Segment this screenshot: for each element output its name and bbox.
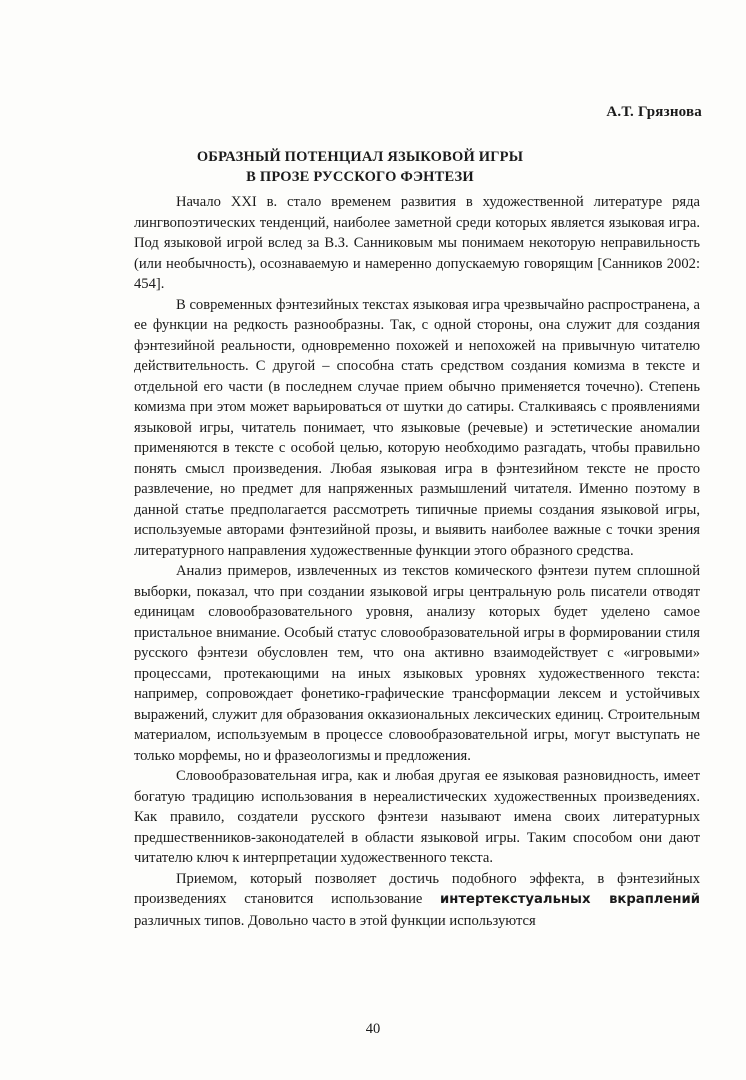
- paragraph-5-emphasis: интертекстуальных вкраплений: [440, 892, 701, 907]
- paragraph-3: Анализ примеров, извлеченных из текстов комического фэнтези путем сплошной выборки, показал, что при создании языковой игры центральную роль писатели отводят единицам словообразовательного уровня, анализу которых будет уделено самое пристальное внимание. Особый статус словообразовательной игры в формировании стиля русского фэнтези обусловлен тем, что она активно взаимодействует с «игровыми» процессами, протекающими на иных языковых уровнях художественного текста: например, сопровождает фонетико-графические трансформации лексем и устойчивых выражений, служит для образования окказиональных лексических единиц. Строительным материалом, используемым в процессе словообразовательной игры, могут выступать не только морфемы, но и фразеологизмы и предложения.: [134, 563, 700, 764]
- paragraph-1: Начало XXI в. стало временем развития в художественной литературе ряда лингвопоэтических тенденций, наиболее заметной среди которых является языковая игра. Под языковой игрой вслед за В.З. Санниковым мы понимаем некоторую неправильность (или необычность), осознаваемую и намеренно допускаемую говорящим [Санников 2002: 454].: [134, 194, 700, 292]
- article-body: [134, 192, 700, 931]
- paragraph-5-end: различных типов. Довольно часто в этой функции используются: [134, 912, 536, 929]
- paragraph-5-start: Приемом, который позволяет достичь подобного эффекта, в фэнтезийных произведениях становится использование: [134, 870, 700, 907]
- page-number: 40: [365, 1021, 381, 1037]
- paragraph-5: [134, 869, 700, 932]
- paragraph-2: В современных фэнтезийных текстах языковая игра чрезвычайно распространена, а ее функции на редкость разнообразны. Так, с одной стороны, она служит для создания фэнтезийной реальности, одновременно похожей и непохожей на привычную читателю действительность. С другой – способна стать средством создания комизма в тексте и отдельной его части (в последнем случае прием обычно применяется точечно). Степень комизма при этом может варьироваться от шутки до сатиры. Сталкиваясь с проявлениями языковой игры, читатель понимает, что языковые (речевые) и эстетические аномалии применяются в тексте с особой целью, которую необходимо разгадать, чтобы правильно понять смысл произведения. Любая языковая игра в фэнтезийном тексте не просто развлечение, но предмет для напряженных размышлений читателя. Именно поэтому в данной статье предполагается рассмотреть типичные приемы создания языковой игры, используемые авторами фэнтезийной прозы, и выявить наиболее важные с точки зрения литературного направления художественные функции этого образного средства.: [134, 296, 700, 559]
- article-title: [110, 147, 610, 187]
- paragraph-4: Словообразовательная игра, как и любая другая ее языковая разновидность, имеет богатую традицию использования в нереалистических художественных произведениях. Как правило, создатели русского фэнтези называют имена своих литературных предшественников-законодателей в области языковой игры. Таким способом они дают читателю ключ к интерпретации художественного текста.: [134, 768, 700, 866]
- title-line-1: ОБРАЗНЫЙ ПОТЕНЦИАЛ ЯЗЫКОВОЙ ИГРЫ: [196, 149, 524, 165]
- title-line-2: В ПРОЗЕ РУССКОГО ФЭНТЕЗИ: [246, 169, 474, 185]
- author-name: А.Т. Грязнова: [606, 104, 702, 120]
